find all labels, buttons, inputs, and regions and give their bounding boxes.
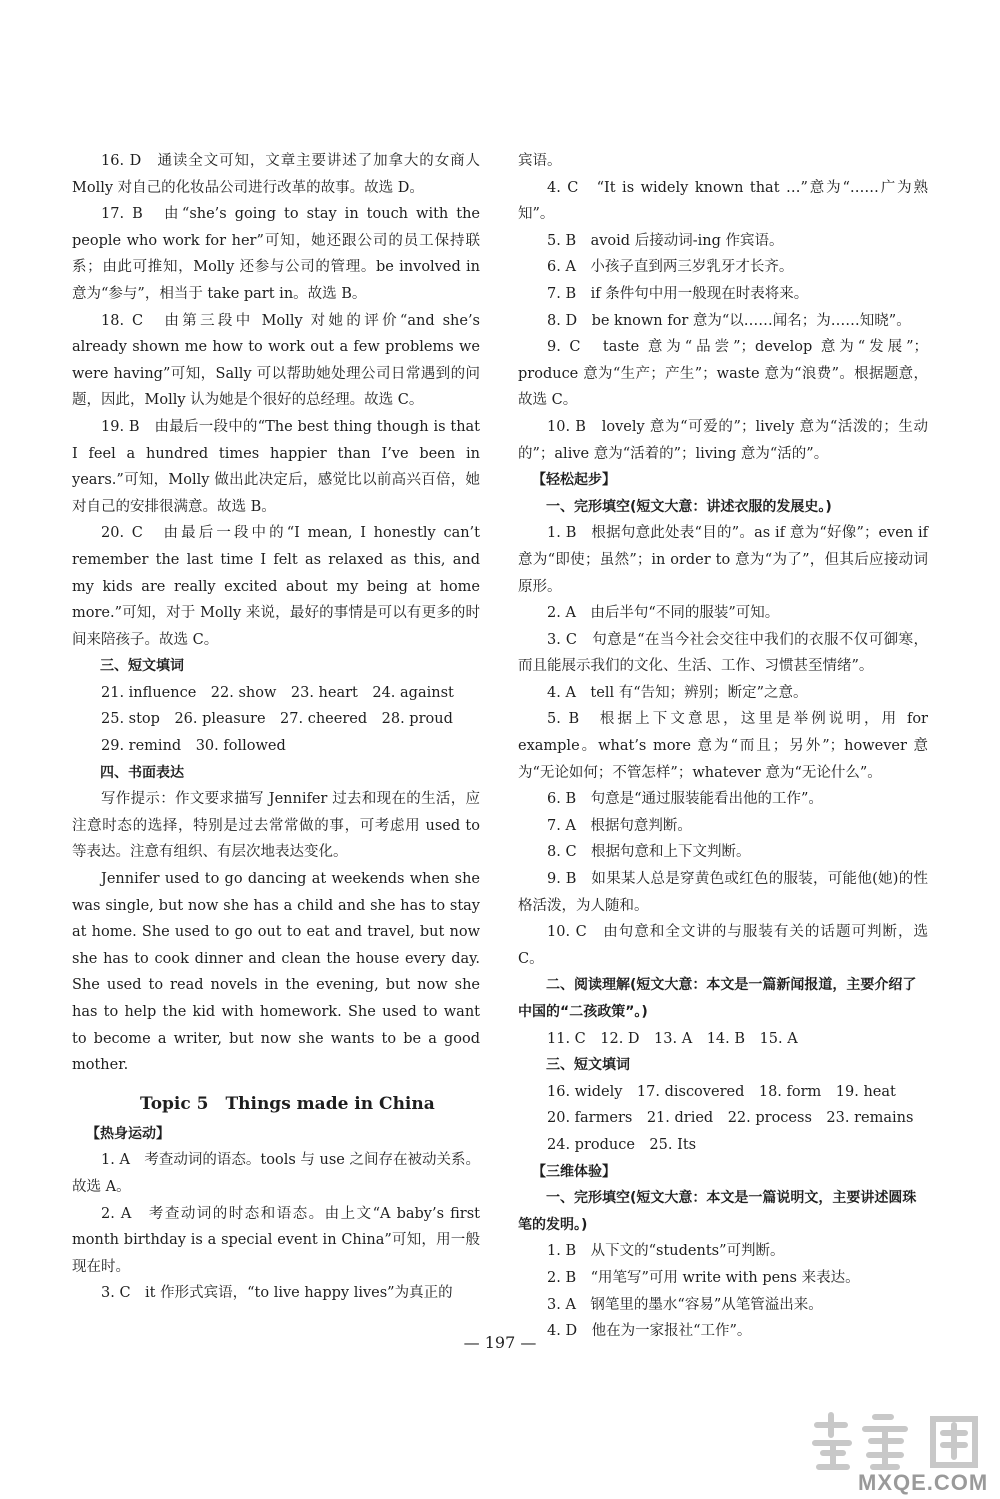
cloze-answer-9: 9. B 如果某人总是穿黄色或红色的服装，可能他(她)的性格活泼，为人随和。: [518, 871, 928, 914]
fill-words-line-2: 20. farmers 21. dried 22. process 23. remains: [547, 1110, 914, 1127]
model-essay: Jennifer used to go dancing at weekends when she was single, but now she has a child and she has to stay at home. She used to go out to eat and travel, but now she has to cook dinner and clean the house every day. She used to read novels in the evening, but now she has to help the kid with homework. She used to want to become a writer, but now she wants to be a good mother.: [72, 871, 480, 1074]
fill-words-line-3: 24. produce 25. Its: [547, 1136, 697, 1153]
cloze-heading-2: 一、完形填空(短文大意：本文是一篇说明文，主要讲述圆珠笔的发明。): [518, 1190, 917, 1233]
continued-text: 宾语。: [518, 153, 562, 169]
topic-title: Topic 5 Things made in China: [140, 1093, 435, 1114]
warmup-answer-4: 4. C “It is widely known that …”意为“……广为熟知”。: [518, 179, 928, 223]
warmup-answer-7: 7. B if 条件句中用一般现在时表将来。: [547, 285, 809, 302]
section-heading-writing: 四、书面表达: [100, 764, 184, 781]
cloze-answer-3: 3. C 句意是“在当今社会交往中我们的衣服不仅可御寒，而且能展示我们的文化、生活、工作、习惯甚至情绪”。: [518, 631, 928, 675]
cloze2-answer-3: 3. A 钢笔里的墨水“容易”从笔管溢出来。: [547, 1296, 823, 1313]
fill-answers-line-2: 25. stop 26. pleasure 27. cheered 28. proud: [101, 711, 453, 728]
warmup-heading: 【热身运动】: [86, 1125, 170, 1142]
three-d-heading: 【三维体验】: [532, 1163, 616, 1180]
writing-tip: 写作提示：作文要求描写 Jennifer 过去和现在的生活，应注意时态的选择，特别是过去常常做的事，可考虑用 used to 等表达。注意有组织、有层次地表达变化。: [72, 791, 480, 861]
warmup-answer-3: 3. C it 作形式宾语，“to live happy lives”为真正的: [101, 1285, 453, 1302]
watermark-text: MXQE.COM: [858, 1470, 989, 1495]
page-number: — 197 —: [463, 1333, 537, 1352]
warmup-answer-10: 10. B lovely 意为“可爱的”；lively 意为“活泼的；生动的”；alive 意为“活着的”；living 意为“活的”。: [518, 418, 928, 462]
answer-17: 17. B 由“she’s going to stay in touch with the people who work for her”可知，她还跟公司的员工保持联系；由此可推知，Molly 还参与公司的管理。be involved in 意为“参与”，相当于 take part in。故选 B。: [72, 206, 480, 302]
fill-words-line-1: 16. widely 17. discovered 18. form 19. heat: [547, 1083, 896, 1100]
cloze-heading-1: 一、完形填空(短文大意：讲述衣服的发展史。): [546, 498, 832, 515]
warmup-answer-5: 5. B avoid 后接动词-ing 作宾语。: [547, 232, 784, 249]
section-heading-fill-words: 三、短文填词: [100, 658, 184, 675]
cloze2-answer-1: 1. B 从下文的“students”可判断。: [547, 1243, 785, 1260]
warmup-answer-1: 1. A 考查动词的语态。tools 与 use 之间存在被动关系。故选 A。: [72, 1152, 480, 1195]
left-column: [72, 148, 480, 1307]
answer-18: 18. C 由第三段中 Molly 对她的评价“and she’s already shown me how to work out a few problems we were having”可知，Sally 可以帮助她处理公司日常遇到的问题，因此，Molly 认为她是个很好的总经理。故选 C。: [72, 312, 480, 409]
warmup-answer-8: 8. D be known for 意为“以……闻名；为……知晓”。: [547, 312, 911, 329]
answer-19: 19. B 由最后一段中的“The best thing though is that I feel a hundred times happier than I’ve been in years.”可知，Molly 做出此决定后，感觉比以前高兴百倍，她对自己的安排很满意。故选 B。: [72, 418, 480, 515]
cloze-answer-7: 7. A 根据句意判断。: [547, 817, 692, 834]
cloze2-answer-4: 4. D 他在为一家报社“工作”。: [547, 1323, 752, 1340]
reading-answers: 11. C 12. D 13. A 14. B 15. A: [547, 1030, 798, 1047]
cloze-answer-5: 5. B 根据上下文意思，这里是举例说明，用 for example。what’s more 意为“而且；另外”；however 意为“无论如何；不管怎样”；whatever 意为“无论什么”。: [518, 711, 928, 781]
warmup-answer-2: 2. A 考查动词的时态和语态。由上文“A baby’s first month birthday is a special event in China”可知，用一般现在时。: [72, 1205, 480, 1275]
cloze-answer-10: 10. C 由句意和全文讲的与服装有关的话题可判断，选 C。: [518, 924, 928, 967]
right-column: [518, 148, 928, 1345]
cloze2-answer-2: 2. B “用笔写”可用 write with pens 来表达。: [547, 1269, 860, 1286]
cloze-answer-2: 2. A 由后半句“不同的服装”可知。: [547, 605, 780, 622]
cloze-answer-1: 1. B 根据句意此处表“目的”。as if 意为“好像”；even if 意为“即使；虽然”；in order to 意为“为了”，但其后应接动词原形。: [518, 525, 928, 595]
reading-heading: 二、阅读理解(短文大意：本文是一篇新闻报道，主要介绍了中国的“二孩政策”。): [518, 977, 917, 1020]
fill-answers-line-3: 29. remind 30. followed: [101, 738, 286, 755]
cloze-answer-4: 4. A tell 有“告知；辨别；断定”之意。: [547, 684, 808, 701]
answer-20: 20. C 由最后一段中的“I mean, I honestly can’t remember the last time I felt as relaxed as this, and my kids are really excited about my being at home more.”可知，对于 Molly 来说，最好的事情是可以有更多的时间来陪孩子。故选 C。: [72, 525, 480, 648]
warmup-answer-6: 6. A 小孩子直到两三岁乳牙才长齐。: [547, 259, 794, 276]
warmup-answer-9: 9. C taste 意为“品尝”；develop 意为“发展”；produce 意为“生产；产生”；waste 意为“浪费”。根据题意，故选 C。: [518, 339, 928, 409]
cloze-answer-6: 6. B 句意是“通过服装能看出他的工作”。: [547, 791, 823, 808]
answer-16: 16. D 通读全文可知，文章主要讲述了加拿大的女商人 Molly 对自己的化妆品公司进行改革的故事。故选 D。: [72, 153, 480, 196]
easy-start-heading: 【轻松起步】: [532, 472, 616, 489]
fill-answers-line-1: 21. influence 22. show 23. heart 24. against: [101, 684, 454, 701]
fill-words-heading: 三、短文填词: [546, 1057, 630, 1074]
cloze-answer-8: 8. C 根据句意和上下文判断。: [547, 844, 751, 861]
